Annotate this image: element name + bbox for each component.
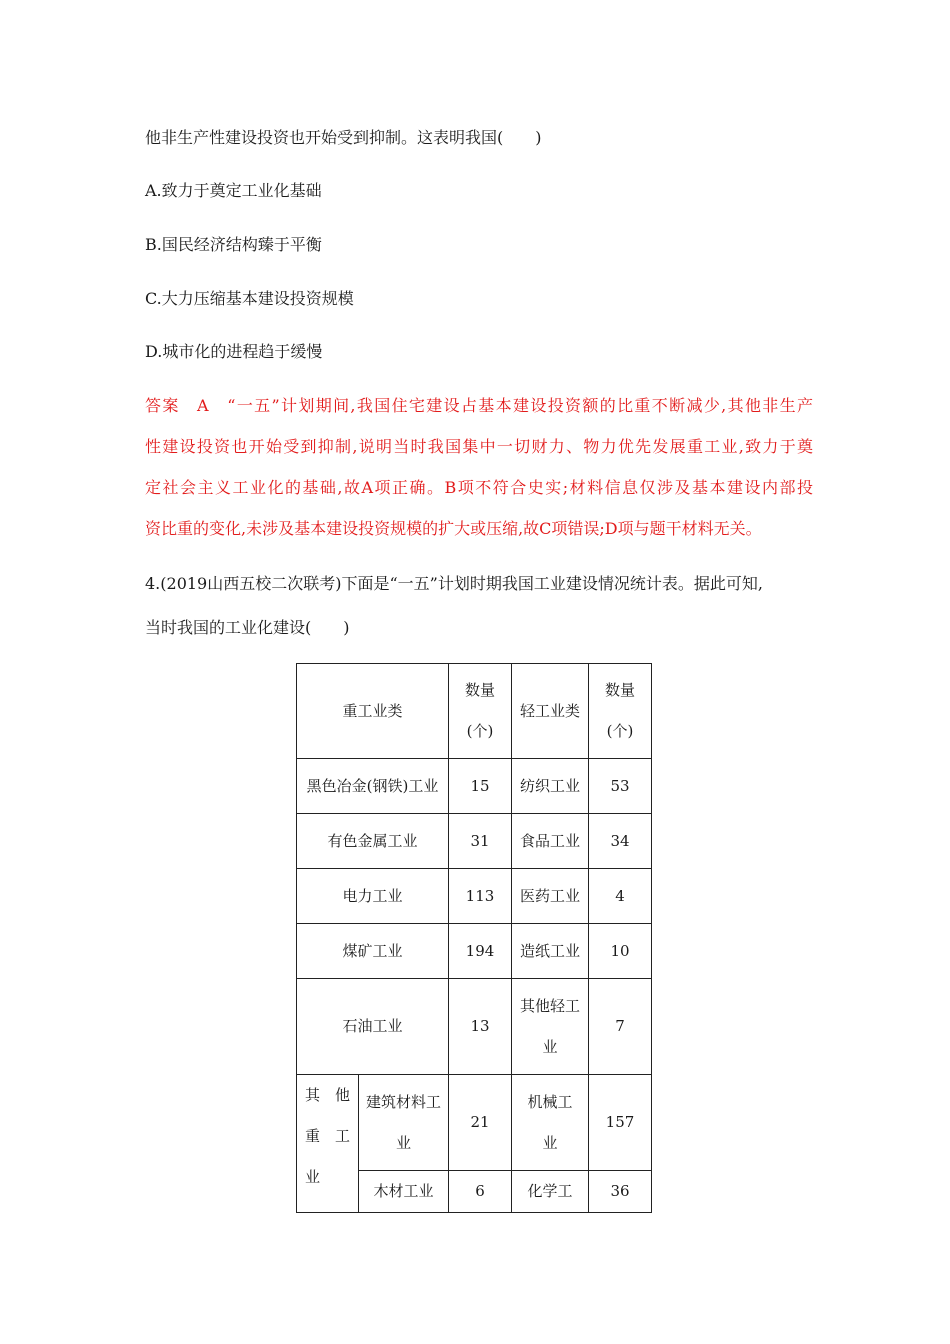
option-d: D.城市化的进程趋于缓慢 xyxy=(145,342,323,361)
heavy-name: 煤矿工业 xyxy=(297,924,449,979)
table-row xyxy=(297,814,652,869)
heavy-sub-name xyxy=(359,1075,449,1171)
light-count: 7 xyxy=(589,979,652,1075)
heavy-name: 电力工业 xyxy=(297,869,449,924)
answer-line: 资比重的变化,未涉及基本建设投资规模的扩大或压缩,故C项错误;D项与题干材料无关。 xyxy=(145,519,762,538)
answer-line: 定社会主义工业化的基础,故A项正确。B项不符合史实;材料信息仅涉及基本建设内部投 xyxy=(145,478,813,497)
table-row xyxy=(297,979,652,1075)
light-name-line: 机械工 xyxy=(527,1092,573,1111)
option-c: C.大力压缩基本建设投资规模 xyxy=(145,289,354,308)
option-a: A.致力于奠定工业化基础 xyxy=(145,181,322,200)
header-count-label: 数量 xyxy=(464,681,495,699)
light-name: 纺织工业 xyxy=(512,759,589,814)
header-unit-label: (个) xyxy=(606,722,634,740)
heavy-name: 黑色冶金(钢铁)工业 xyxy=(297,759,449,814)
heavy-count: 15 xyxy=(449,759,512,814)
heavy-sub-name: 木材工业 xyxy=(359,1171,449,1213)
header-count-heavy xyxy=(449,664,512,759)
table-row xyxy=(297,759,652,814)
light-name-line: 业 xyxy=(542,1133,558,1152)
heavy-count: 13 xyxy=(449,979,512,1075)
question-3-tail: 他非生产性建设投资也开始受到抑制。这表明我国( ) xyxy=(145,128,542,147)
question-4-line: 4.(2019山西五校二次联考)下面是“一五”计划时期我国工业建设情况统计表。据此可知, xyxy=(145,574,763,593)
table-row xyxy=(297,1075,652,1171)
light-count: 53 xyxy=(589,759,652,814)
light-name xyxy=(512,1075,589,1171)
table-header-row xyxy=(297,664,652,759)
heavy-count: 31 xyxy=(449,814,512,869)
light-name: 医药工业 xyxy=(512,869,589,924)
header-count-label: 数量 xyxy=(604,681,635,699)
header-count-light xyxy=(589,664,652,759)
light-name-line: 业 xyxy=(542,1037,558,1056)
heavy-count: 113 xyxy=(449,869,512,924)
other-heavy-line: 重 工 xyxy=(305,1127,351,1145)
light-name-line: 其他轻工 xyxy=(519,996,580,1015)
heavy-sub-line: 业 xyxy=(395,1133,411,1152)
light-count: 34 xyxy=(589,814,652,869)
heavy-sub-line: 建筑材料工 xyxy=(365,1092,441,1111)
light-count: 10 xyxy=(589,924,652,979)
light-name: 食品工业 xyxy=(512,814,589,869)
table-row xyxy=(297,924,652,979)
heavy-count: 21 xyxy=(449,1075,512,1171)
other-heavy-label xyxy=(297,1075,359,1213)
light-count: 4 xyxy=(589,869,652,924)
light-count: 157 xyxy=(589,1075,652,1171)
answer-line: 答案 A “一五”计划期间,我国住宅建设占基本建设投资额的比重不断减少,其他非生产 xyxy=(145,396,813,415)
heavy-name: 有色金属工业 xyxy=(297,814,449,869)
other-heavy-line: 业 xyxy=(305,1168,321,1186)
heavy-count: 194 xyxy=(449,924,512,979)
light-name xyxy=(512,979,589,1075)
answer-explanation xyxy=(145,396,813,560)
light-count: 36 xyxy=(589,1171,652,1213)
header-light: 轻工业类 xyxy=(512,664,589,759)
header-heavy: 重工业类 xyxy=(297,664,449,759)
question-4 xyxy=(145,574,813,662)
option-b: B.国民经济结构臻于平衡 xyxy=(145,235,322,254)
industry-stats-table xyxy=(296,663,652,1213)
light-name: 化学工 xyxy=(512,1171,589,1213)
header-unit-label: (个) xyxy=(466,722,494,740)
question-4-line: 当时我国的工业化建设( ) xyxy=(145,618,350,637)
light-name: 造纸工业 xyxy=(512,924,589,979)
table-row xyxy=(297,869,652,924)
answer-line: 性建设投资也开始受到抑制,说明当时我国集中一切财力、物力优先发展重工业,致力于奠 xyxy=(145,437,813,456)
heavy-name: 石油工业 xyxy=(297,979,449,1075)
other-heavy-line: 其 他 xyxy=(305,1086,351,1104)
heavy-count: 6 xyxy=(449,1171,512,1213)
